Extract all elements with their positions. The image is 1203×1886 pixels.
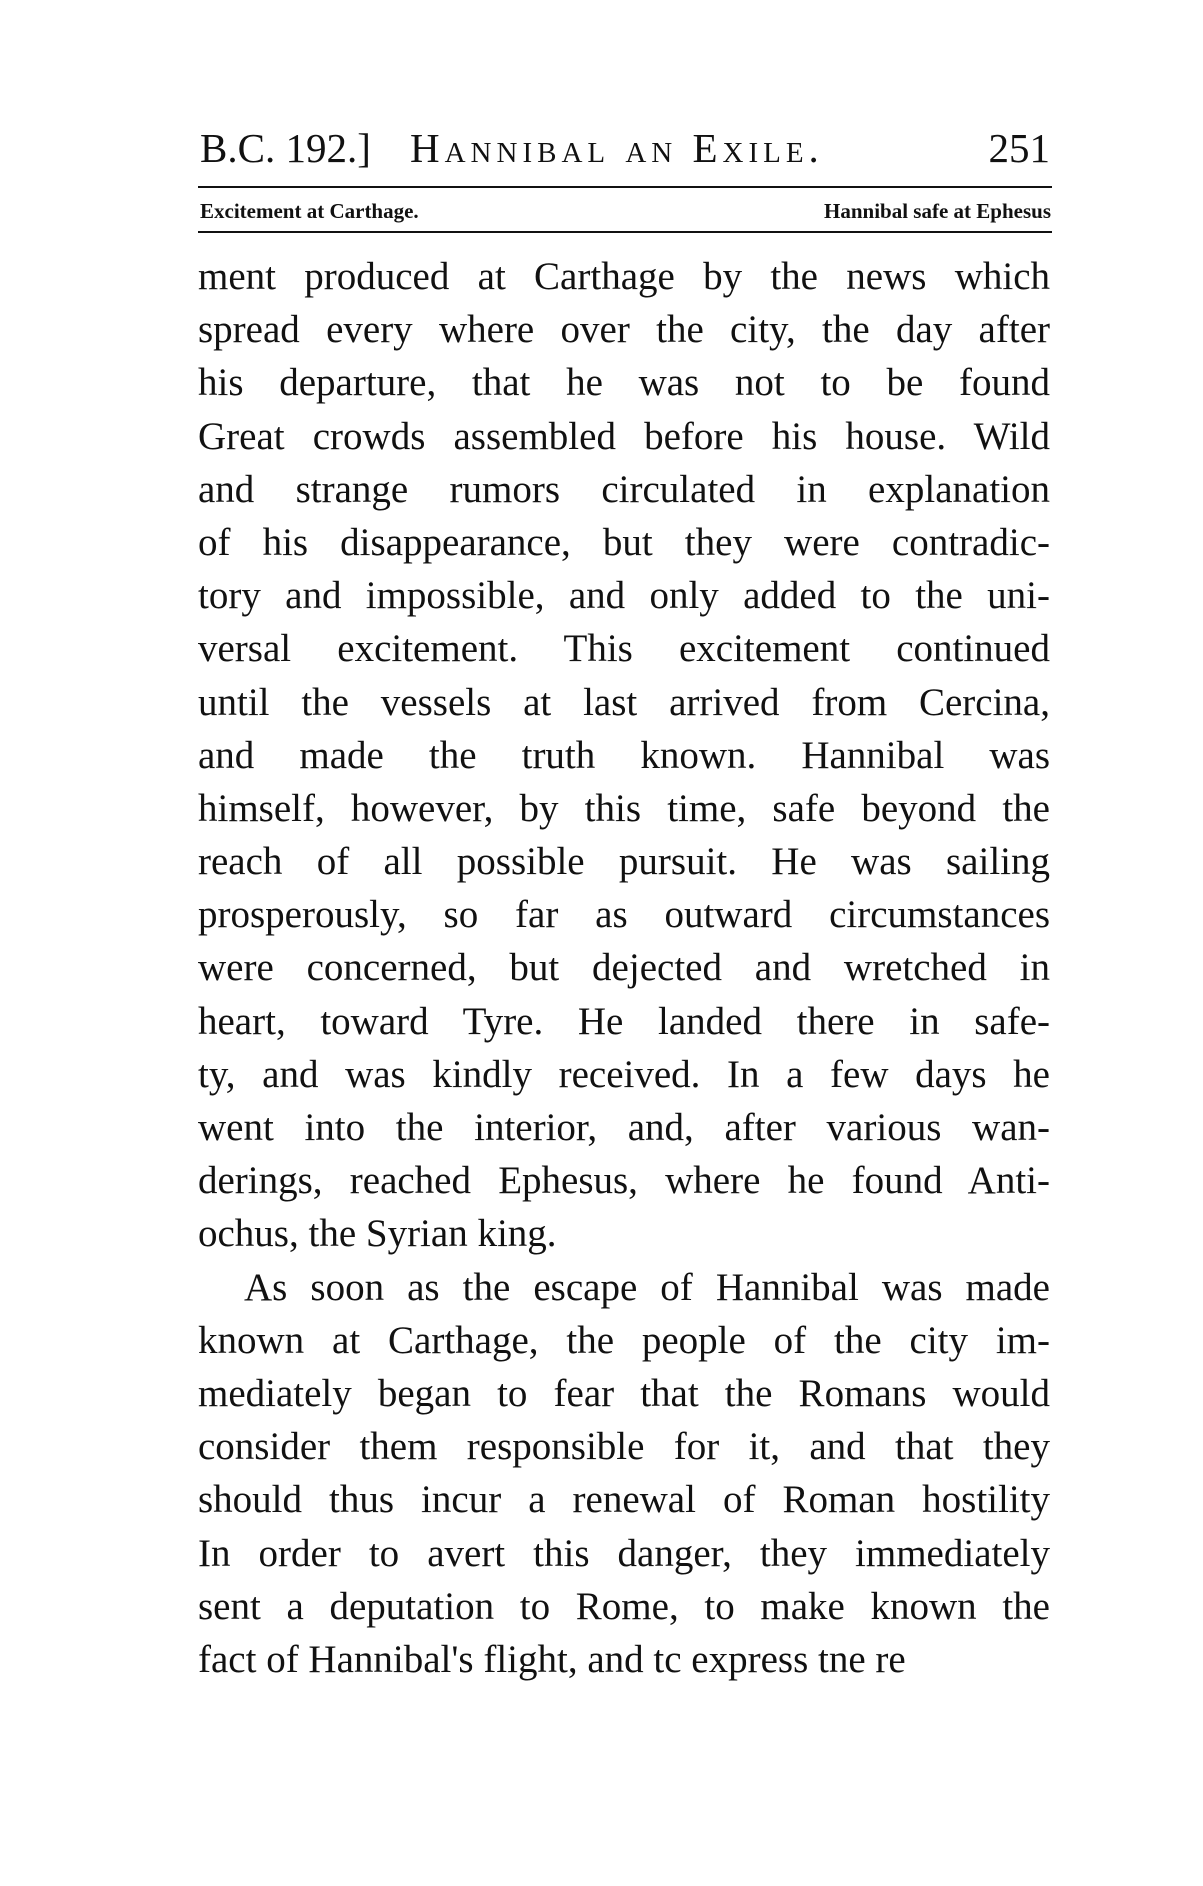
running-head [200,118,1050,178]
header-rule-top [198,186,1052,188]
text-line: tory and impossible, and only added to the uni- [198,574,1050,618]
text-line: consider them responsible for it, and that they [198,1425,1050,1469]
sidenote-left: Excitement at Carthage. [200,199,419,223]
text-line: his departure, that he was not to be found [198,361,1050,405]
text-line: known at Carthage, the people of the city im- [198,1318,1050,1362]
text-line: himself, however, by this time, safe beyond the [198,786,1050,830]
text-line: sent a deputation to Rome, to make known the [198,1584,1050,1628]
page-number: 251 [988,125,1050,171]
text-line: In order to avert this danger, they immediately [198,1531,1050,1575]
text-line: spread every where over the city, the day after [198,308,1050,352]
sidenote-right: Hannibal safe at Ephesus [824,199,1051,223]
text-line: reach of all possible pursuit. He was sailing [198,840,1050,884]
header-title: Hannibal an Exile. [410,125,824,171]
text-line: ment produced at Carthage by the news which [198,255,1050,298]
paragraph [198,1261,1050,1687]
text-line: versal excitement. This excitement continued [198,627,1050,671]
body-text [198,250,1050,1686]
text-line: until the vessels at last arrived from Cercina, [198,680,1050,724]
text-line: Great crowds assembled before his house. Wild [198,414,1050,458]
text-line: and made the truth known. Hannibal was [198,733,1050,777]
text-line: should thus incur a renewal of Roman hostility [198,1478,1050,1522]
header-date: B.C. 192.] [200,125,371,171]
text-line: prosperously, so far as outward circumstances [198,893,1050,937]
text-line: heart, toward Tyre. He landed there in safe- [198,999,1050,1043]
text-line: ty, and was kindly received. In a few days he [198,1052,1050,1096]
text-line: went into the interior, and, after various wan- [198,1106,1050,1149]
text-line: derings, reached Ephesus, where he found Anti- [198,1159,1050,1203]
text-line: and strange rumors circulated in explanation [198,467,1050,511]
text-line: As soon as the escape of Hannibal was made [244,1265,1050,1309]
text-line: of his disappearance, but they were contradic- [198,520,1050,564]
text-line: fact of Hannibal's flight, and tc express tne re [198,1637,906,1681]
text-line: were concerned, but dejected and wretched in [198,946,1050,990]
text-line: mediately began to fear that the Romans would [198,1371,1050,1415]
header-rule-bottom [198,231,1052,233]
text-line: ochus, the Syrian king. [198,1212,557,1256]
paragraph [198,250,1050,1261]
